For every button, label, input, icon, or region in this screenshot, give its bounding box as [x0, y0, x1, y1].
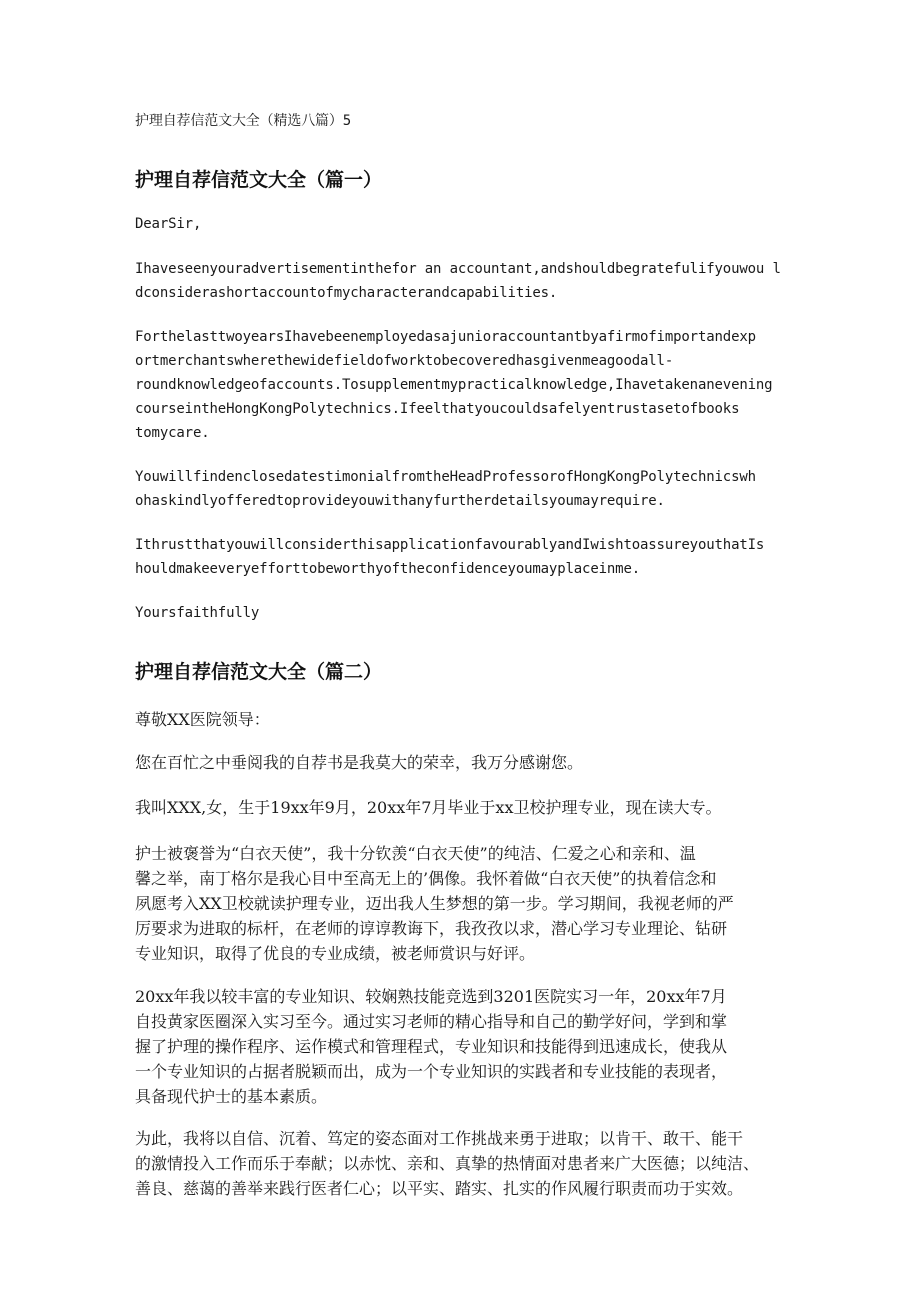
section-heading-1: 护理自荐信范文大全（篇一） [135, 169, 383, 191]
paragraph-line: houldmakeeveryefforttobeworthyoftheconfidenceyoumayplaceinme. [135, 561, 641, 577]
document-title: 护理自荐信范文大全（精选八篇）5 [135, 113, 352, 129]
letter-salutation: 尊敬XX医院领导： [135, 710, 270, 729]
paragraph-line: 的激情投入工作而乐于奉献；以赤忱、亲和、真挚的热情面对患者来广大医德；以纯洁、 [135, 1154, 760, 1173]
paragraph-line: dconsiderashortaccountofmycharacterandcapabilities. [135, 285, 558, 301]
paragraph-line: courseintheHongKongPolytechnics.Ifeelthatyoucouldsafelyentrustasetofbooks [135, 401, 740, 417]
paragraph-line: roundknowledgeofaccounts.Tosupplementmypracticalknowledge,Ihavetakenanevening [135, 377, 773, 393]
paragraph-line: tomycare. [135, 425, 210, 441]
paragraph-line: 握了护理的操作程序、运作模式和管理程式，专业知识和技能得到迅速成长，使我从 [135, 1037, 728, 1056]
paragraph-line: ohaskindlyofferedtoprovideyouwithanyfurtherdetailsyoumayrequire. [135, 493, 665, 509]
paragraph-line: 我叫XXX,女，生于19xx年9月，20xx年7月毕业于xx卫校护理专业，现在读大专。 [135, 798, 722, 817]
paragraph-line: Ihaveseenyouradvertisementinthefor an accountant,andshouldbegratefulifyouwou l [135, 261, 781, 277]
paragraph-line: IthrustthatyouwillconsiderthisapplicationfavourablyandIwishtoassureyouthatIs [135, 537, 765, 553]
paragraph-line: 厉要求为进取的标杆，在老师的谆谆教诲下，我孜孜以求，潜心学习专业理论、钻研 [135, 919, 728, 938]
paragraph-line: 自投黄家医圈深入实习至今。通过实习老师的精心指导和自己的勤学好问，学到和掌 [135, 1012, 728, 1031]
paragraph-line: 善良、慈蔼的善举来践行医者仁心；以平实、踏实、扎实的作风履行职责而功于实效。 [135, 1179, 744, 1198]
letter-closing: Yoursfaithfully [135, 605, 260, 621]
paragraph-line: 专业知识，取得了优良的专业成绩，被老师赏识与好评。 [135, 944, 536, 963]
letter-greeting: DearSir, [135, 216, 202, 232]
paragraph-line: 馨之举，南丁格尔是我心目中至高无上的’偶像。我怀着做“白衣天使”的执着信念和 [135, 869, 717, 888]
paragraph-line: 夙愿考入XX卫校就读护理专业，迈出我人生梦想的第一步。学习期间，我视老师的严 [135, 894, 734, 913]
paragraph-line: 具备现代护士的基本素质。 [135, 1087, 328, 1106]
paragraph-line: ForthelasttwoyearsIhavebeenemployedasajunioraccountantbyafirmofimportandexp [135, 329, 756, 345]
paragraph-line: 20xx年我以较丰富的专业知识、较娴熟技能竞选到3201医院实习一年，20xx年7月 [135, 987, 727, 1006]
paragraph-line: 为此，我将以自信、沉着、笃定的姿态面对工作挑战来勇于进取；以肯干、敢干、能干 [135, 1129, 744, 1148]
paragraph-line: YouwillfindenclosedatestimonialfromtheHeadProfessorofHongKongPolytechnicswh [135, 469, 756, 485]
paragraph-line: 一个专业知识的占据者脱颖而出，成为一个专业知识的实践者和专业技能的表现者， [135, 1062, 728, 1081]
paragraph-line: 护士被褒誉为“白衣天使”，我十分钦羡“白衣天使”的纯洁、仁爱之心和亲和、温 [135, 844, 696, 863]
paragraph-line: ortmerchantswherethewidefieldofworktobecoveredhasgivenmeagoodall- [135, 353, 674, 369]
paragraph-line: 您在百忙之中垂阅我的自荐书是我莫大的荣幸，我万分感谢您。 [135, 753, 584, 772]
section-heading-2: 护理自荐信范文大全（篇二） [135, 661, 383, 683]
